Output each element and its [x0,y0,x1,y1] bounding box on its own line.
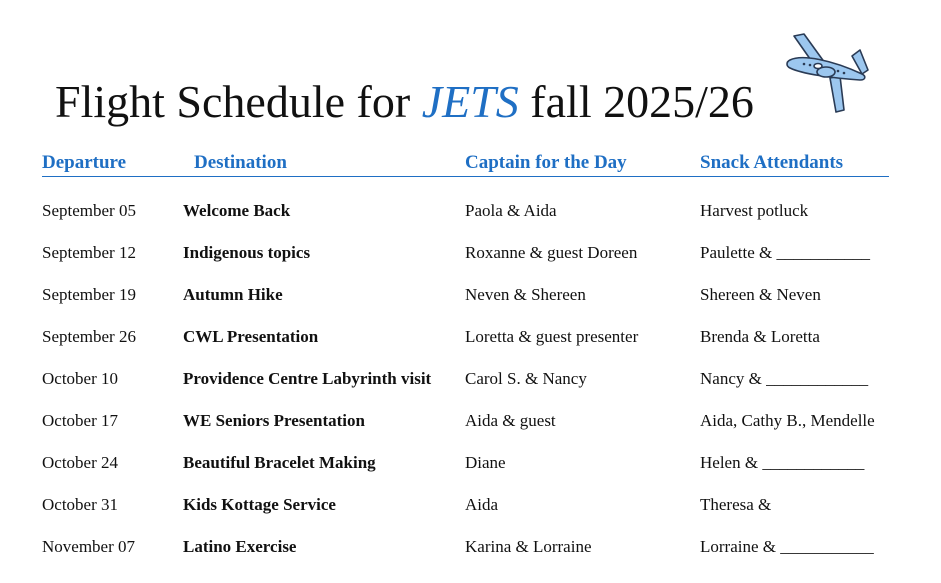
row-destination: Kids Kottage Service [183,495,336,514]
row-snack: Helen & ____________ [700,453,865,472]
table-row [42,367,902,409]
row-captain: Carol S. & Nancy [465,369,587,388]
row-snack: Paulette & ___________ [700,243,870,262]
row-date: October 10 [42,369,119,388]
row-snack: Lorraine & ___________ [700,537,874,556]
row-date: September 12 [42,243,136,262]
row-destination: Welcome Back [183,201,291,220]
table-row [42,283,902,325]
page-title [55,72,754,132]
row-captain: Diane [465,453,506,472]
row-date: September 26 [42,327,136,346]
row-date: October 17 [42,411,119,430]
row-snack: Theresa & [700,495,772,514]
header-destination: Destination [194,152,287,173]
row-destination: WE Seniors Presentation [183,411,365,430]
row-captain: Paola & Aida [465,201,557,220]
schedule-table [42,199,902,577]
row-date: October 24 [42,453,119,472]
row-date: September 05 [42,201,136,220]
row-captain: Aida & guest [465,411,556,430]
row-date: September 19 [42,285,136,304]
airplane-icon [782,30,882,120]
row-captain: Karina & Lorraine [465,537,592,556]
row-destination: Autumn Hike [183,285,283,304]
row-date: October 31 [42,495,119,514]
row-snack: Harvest potluck [700,201,809,220]
table-row [42,325,902,367]
table-row [42,409,902,451]
row-snack: Shereen & Neven [700,285,821,304]
row-date: November 07 [42,537,136,556]
title-brand: JETS [421,76,519,127]
header-departure: Departure [42,152,127,173]
row-snack: Aida, Cathy B., Mendelle [700,411,875,430]
row-captain: Roxanne & guest Doreen [465,243,638,262]
header-snack: Snack Attendants [700,152,844,173]
row-captain: Aida [465,495,499,514]
row-destination: Providence Centre Labyrinth visit [183,369,432,388]
row-destination: Indigenous topics [183,243,311,262]
table-header [42,152,889,177]
table-row [42,199,902,241]
header-captain: Captain for the Day [465,152,627,173]
row-captain: Neven & Shereen [465,285,586,304]
row-destination: CWL Presentation [183,327,319,346]
table-row [42,241,902,283]
row-snack: Nancy & ____________ [700,369,869,388]
table-row [42,493,902,535]
row-destination: Beautiful Bracelet Making [183,453,376,472]
table-row [42,451,902,493]
title-suffix: fall 2025/26 [530,76,754,127]
table-row [42,535,902,577]
title-prefix: Flight Schedule for [55,76,411,127]
row-snack: Brenda & Loretta [700,327,820,346]
row-destination: Latino Exercise [183,537,297,556]
row-captain: Loretta & guest presenter [465,327,639,346]
